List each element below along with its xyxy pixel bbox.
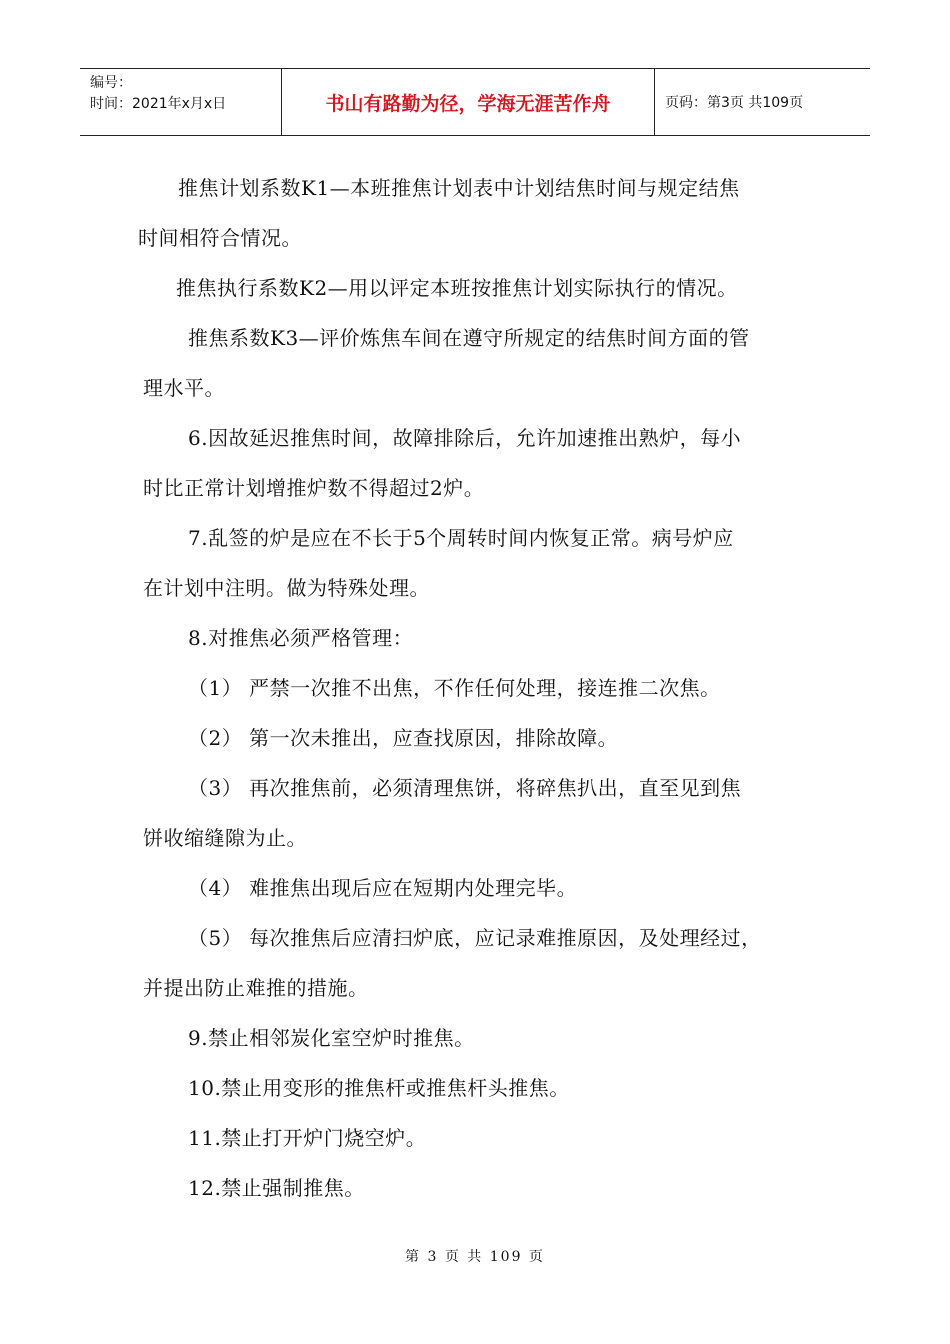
paragraph-line: 9.禁止相邻炭化室空炉时推焦。 (188, 1026, 475, 1050)
paragraph-line: 12.禁止强制推焦。 (188, 1176, 365, 1200)
header-page-info: 页码：第3页 共109页 (665, 95, 804, 111)
paragraph-line: 理水平。 (143, 376, 225, 400)
page-footer: 第 3 页 共 109 页 (405, 1249, 545, 1265)
date-label: 时间：2021年x月x日 (90, 96, 227, 112)
header-motto: 书山有路勤为径，学海无涯苦作舟 (282, 69, 655, 135)
paragraph-line: （3） 再次推焦前，必须清理焦饼，将碎焦扒出，直至见到焦 (188, 776, 742, 800)
paragraph-line: 在计划中注明。做为特殊处理。 (143, 576, 430, 600)
paragraph-line: 并提出防止难推的措施。 (143, 976, 369, 1000)
paragraph-line: 8.对推焦必须严格管理： (188, 626, 414, 650)
paragraph-line: 推焦计划系数K1—本班推焦计划表中计划结焦时间与规定结焦 (178, 176, 740, 200)
number-label: 编号： (90, 75, 132, 91)
paragraph-line: 推焦系数K3—评价炼焦车间在遵守所规定的结焦时间方面的管 (188, 326, 750, 350)
paragraph-line: 6.因故延迟推焦时间，故障排除后，允许加速推出熟炉，每小 (188, 426, 742, 450)
paragraph-line: 推焦执行系数K2—用以评定本班按推焦计划实际执行的情况。 (176, 276, 738, 300)
paragraph-line: 时比正常计划增推炉数不得超过2炉。 (143, 476, 485, 500)
paragraph-line: （2） 第一次未推出，应查找原因，排除故障。 (188, 726, 619, 750)
paragraph-line: （4） 难推焦出现后应在短期内处理完毕。 (188, 876, 578, 900)
paragraph-line: 饼收缩缝隙为止。 (143, 826, 307, 850)
header-meta (80, 69, 282, 135)
paragraph-line: 时间相符合情况。 (138, 226, 302, 250)
paragraph-line: 7.乱签的炉是应在不长于5个周转时间内恢复正常。病号炉应 (188, 526, 734, 550)
document-header (80, 68, 870, 136)
paragraph-line: （1） 严禁一次推不出焦，不作任何处理，接连推二次焦。 (188, 676, 721, 700)
paragraph-line: 11.禁止打开炉门烧空炉。 (188, 1126, 427, 1150)
paragraph-line: （5） 每次推焦后应清扫炉底，应记录难推原因，及处理经过， (188, 926, 762, 950)
paragraph-line: 10.禁止用变形的推焦杆或推焦杆头推焦。 (188, 1076, 570, 1100)
